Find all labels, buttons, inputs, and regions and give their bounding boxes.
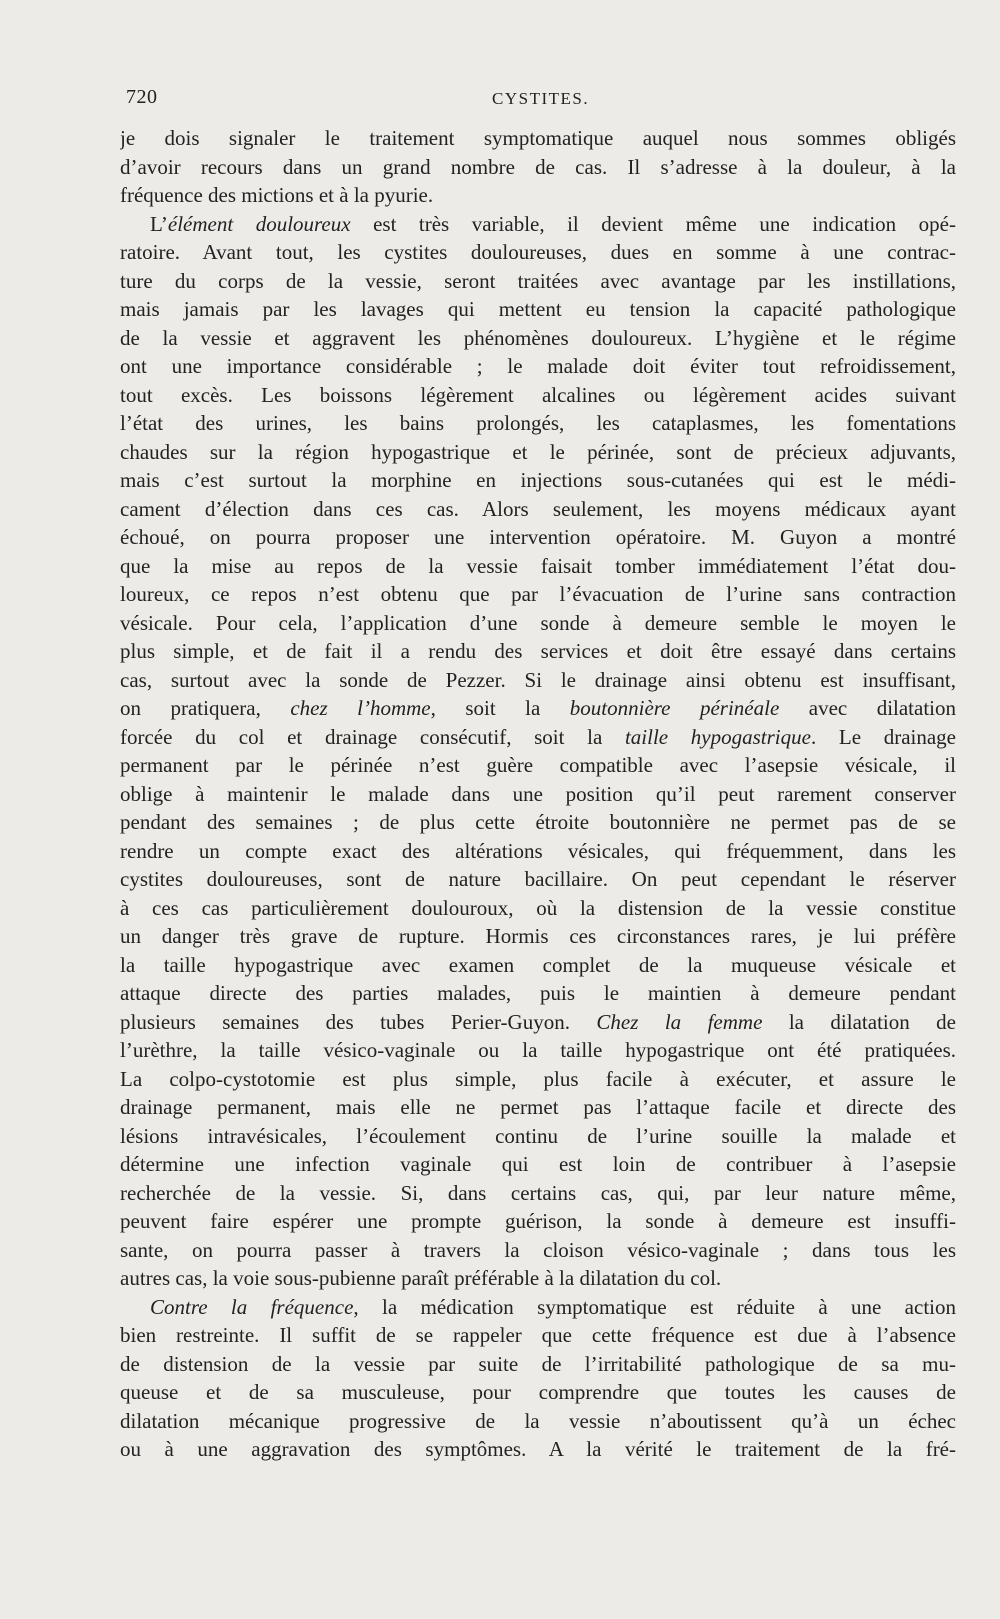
- text-line: [120, 808, 956, 837]
- text-line: [120, 1236, 956, 1265]
- italic-text: élément douloureux: [167, 211, 351, 236]
- text-segment: cas, surtout avec la sonde de Pezzer. Si le drainage ainsi obtenu est insuffisant,: [120, 667, 956, 692]
- text-line: [120, 637, 956, 666]
- text-segment: l’état des urines, les bains prolongés, les cataplasmes, les fomentations: [120, 411, 956, 435]
- italic-text: Chez la femme: [596, 1009, 763, 1034]
- text-line: [120, 523, 956, 552]
- text-line: [120, 1378, 956, 1407]
- text-line: [120, 694, 956, 723]
- text-line: [120, 723, 956, 752]
- text-line: [120, 267, 956, 296]
- text-segment: d’avoir recours dans un grand nombre de cas. Il s’adresse à la douleur, à la: [120, 154, 956, 179]
- text-segment: drainage permanent, mais elle ne permet pas l’attaque facile et directe des: [120, 1095, 956, 1119]
- text-line: [120, 1065, 956, 1094]
- text-line: [120, 1293, 956, 1322]
- text-segment: . Le drainage: [810, 724, 956, 749]
- text-segment: détermine une infection vaginale qui est loin de contribuer à l’asepsie: [120, 1152, 956, 1176]
- text-line: [120, 580, 956, 609]
- text-segment: je dois signaler le traitement symptomatique auquel nous sommes obligés: [120, 126, 956, 150]
- text-line: [120, 1207, 956, 1236]
- text-line: [120, 381, 956, 410]
- text-line: [120, 466, 956, 495]
- text-segment: bien restreinte. Il suffit de se rappeler que cette fréquence est due à l’absence: [120, 1323, 956, 1347]
- text-segment: avec dilatation: [779, 696, 956, 720]
- text-segment: pendant des semaines ; de plus cette étroite boutonnière ne permet pas de se: [120, 810, 956, 834]
- running-title: CYSTITES.: [492, 89, 590, 108]
- text-line: [120, 153, 956, 182]
- text-segment: plusieurs semaines des tubes Perier-Guyon.: [120, 1009, 597, 1034]
- text-line: [120, 979, 956, 1008]
- text-line: [120, 751, 956, 780]
- text-line: [120, 1264, 956, 1293]
- text-segment: ture du corps de la vessie, seront traitées avec avantage par les instillations,: [120, 268, 956, 293]
- text-segment: la dilatation de: [762, 1009, 956, 1034]
- text-segment: plus simple, et de fait il a rendu des services et doit être essayé dans certains: [120, 639, 956, 663]
- italic-text: Contre la fréquence: [150, 1294, 354, 1319]
- text-segment: l’urèthre, la taille vésico-vaginale ou la taille hypogastrique ont été pratiquées.: [120, 1038, 956, 1062]
- text-segment: cament d’élection dans ces cas. Alors seulement, les moyens médicaux ayant: [120, 496, 956, 521]
- text-line: [120, 837, 956, 866]
- text-segment: chaudes sur la région hypogastrique et le périnée, sont de précieux adjuvants,: [120, 439, 956, 464]
- text-line: [120, 552, 956, 581]
- text-line: [120, 666, 956, 695]
- italic-text: taille hypogastrique: [624, 724, 811, 749]
- text-segment: vésicale. Pour cela, l’application d’une sonde à demeure semble le moyen le: [120, 610, 956, 635]
- text-line: [120, 1350, 956, 1379]
- text-segment: cystites douloureuses, sont de nature bacillaire. On peut cependant le réserver: [120, 867, 956, 891]
- text-line: [120, 1150, 956, 1179]
- body-text: [120, 124, 956, 1464]
- text-line: [120, 1008, 956, 1037]
- text-line: [120, 780, 956, 809]
- text-segment: loureux, ce repos n’est obtenu que par l’évacuation de l’urine sans contraction: [120, 582, 956, 606]
- text-segment: ou à une aggravation des symptômes. A la vérité le traitement de la fré-: [120, 1437, 956, 1461]
- text-line: [120, 1407, 956, 1436]
- text-line: [120, 210, 956, 239]
- text-line: [120, 409, 956, 438]
- text-segment: que la mise au repos de la vessie faisait tomber immédiatement l’état dou-: [120, 553, 956, 578]
- page-number: 720: [126, 86, 158, 108]
- text-line: [120, 865, 956, 894]
- text-segment: on pratiquera,: [120, 696, 291, 720]
- text-segment: ont une importance considérable ; le malade doit éviter tout refroidissement,: [120, 354, 956, 378]
- text-segment: sante, on pourra passer à travers la cloison vésico-vaginale ; dans tous les: [120, 1237, 956, 1262]
- text-line: [120, 181, 956, 210]
- text-segment: est très variable, il devient même une indication opé-: [350, 211, 956, 236]
- italic-text: chez l’homme: [290, 696, 431, 720]
- text-segment: un danger très grave de rupture. Hormis ces circonstances rares, je lui préfère: [120, 924, 956, 948]
- text-line: [120, 1122, 956, 1151]
- text-line: [120, 495, 956, 524]
- text-line: [120, 295, 956, 324]
- text-segment: La colpo-cystotomie est plus simple, plus facile à exécuter, et assure le: [120, 1066, 956, 1091]
- text-line: [120, 124, 956, 153]
- text-line: [120, 1179, 956, 1208]
- text-line: [120, 609, 956, 638]
- page-header: [126, 86, 956, 116]
- text-segment: de la vessie et aggravent les phénomènes douloureux. L’hygiène et le régime: [120, 325, 956, 350]
- text-line: [120, 922, 956, 951]
- text-segment: mais jamais par les lavages qui mettent eu tension la capacité pathologique: [120, 297, 956, 321]
- text-segment: permanent par le périnée n’est guère compatible avec l’asepsie vésicale, il: [120, 753, 956, 777]
- text-segment: autres cas, la voie sous-pubienne paraît préférable à la dilatation du col.: [120, 1266, 722, 1290]
- text-segment: , soit la: [430, 696, 570, 720]
- text-line: [120, 324, 956, 353]
- text-line: [120, 1093, 956, 1122]
- text-segment: lésions intravésicales, l’écoulement continu de l’urine souille la malade et: [120, 1123, 956, 1148]
- text-segment: forcée du col et drainage consécutif, soit la: [120, 724, 625, 749]
- text-segment: peuvent faire espérer une prompte guérison, la sonde à demeure est insuffi-: [120, 1209, 956, 1233]
- text-segment: mais c’est surtout la morphine en injections sous-cutanées qui est le médi-: [120, 468, 956, 492]
- text-segment: queuse et de sa musculeuse, pour comprendre que toutes les causes de: [120, 1380, 956, 1404]
- text-segment: la taille hypogastrique avec examen complet de la muqueuse vésicale et: [120, 952, 956, 977]
- text-line: [120, 352, 956, 381]
- text-segment: dilatation mécanique progressive de la vessie n’aboutissent qu’à un échec: [120, 1408, 956, 1433]
- text-segment: recherchée de la vessie. Si, dans certains cas, qui, par leur nature même,: [120, 1180, 956, 1205]
- text-line: [120, 1435, 956, 1464]
- text-line: [120, 438, 956, 467]
- text-segment: fréquence des mictions et à la pyurie.: [120, 183, 434, 207]
- text-line: [120, 1036, 956, 1065]
- text-segment: L’: [150, 211, 168, 236]
- text-segment: rendre un compte exact des altérations vésicales, qui fréquemment, dans les: [120, 838, 956, 863]
- text-line: [120, 894, 956, 923]
- italic-text: boutonnière périnéale: [569, 696, 780, 720]
- text-line: [120, 1321, 956, 1350]
- text-segment: tout excès. Les boissons légèrement alcalines ou légèrement acides suivant: [120, 382, 956, 407]
- text-segment: oblige à maintenir le malade dans une position qu’il peut rarement conserver: [120, 781, 956, 806]
- text-segment: ratoire. Avant tout, les cystites douloureuses, dues en somme à une contrac-: [120, 240, 956, 264]
- text-segment: attaque directe des parties malades, puis le maintien à demeure pendant: [120, 981, 956, 1005]
- text-segment: de distension de la vessie par suite de l’irritabilité pathologique de sa mu-: [120, 1351, 956, 1376]
- text-line: [120, 951, 956, 980]
- text-segment: échoué, on pourra proposer une intervention opératoire. M. Guyon a montré: [120, 525, 956, 549]
- text-segment: , la médication symptomatique est réduite à une action: [353, 1294, 956, 1319]
- text-segment: à ces cas particulièrement doulouroux, où la distension de la vessie constitue: [120, 895, 956, 920]
- text-line: [120, 238, 956, 267]
